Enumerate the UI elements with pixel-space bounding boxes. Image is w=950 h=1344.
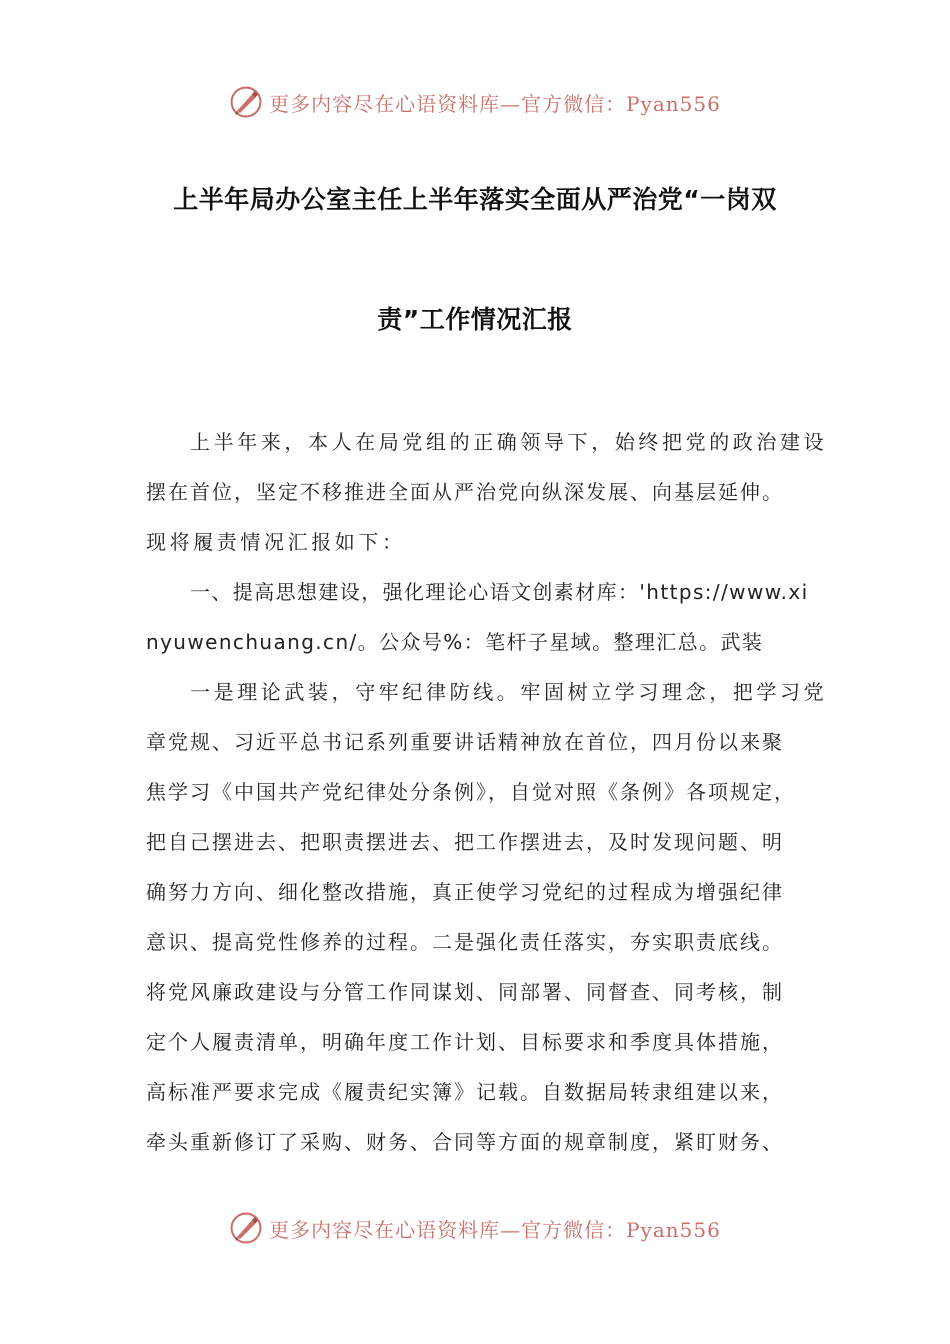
pen-logo-icon bbox=[229, 85, 263, 119]
footer-watermark bbox=[0, 1206, 950, 1250]
body-line: 确努力方向、细化整改措施，真正使学习党纪的过程成为增强纪律 bbox=[146, 880, 784, 904]
header-watermark bbox=[0, 80, 950, 124]
body-line: 焦学习《中国共产党纪律处分条例》，自觉对照《条例》各项规定， bbox=[146, 780, 796, 804]
body-line: 摆在首位，坚定不移推进全面从严治党向纵深发展、向基层延伸。 bbox=[146, 480, 784, 504]
body-line: 上半年来，本人在局党组的正确领导下，始终把党的政治建设 bbox=[190, 430, 828, 454]
watermark-text: 更多内容尽在心语资料库—官方微信：Pyan556 bbox=[269, 91, 721, 116]
pen-logo-icon bbox=[229, 1211, 263, 1245]
body-line: 把自己摆进去、把职责摆进去、把工作摆进去，及时发现问题、明 bbox=[146, 830, 784, 854]
body-line: 定个人履责清单，明确年度工作计划、目标要求和季度具体措施， bbox=[146, 1030, 784, 1054]
body-line: 意识、提高党性修养的过程。二是强化责任落实，夯实职责底线。 bbox=[146, 930, 784, 954]
body-line: 一、提高思想建设，强化理论心语文创素材库：'https://www.xi bbox=[190, 580, 809, 604]
document-title-line-1: 上半年局办公室主任上半年落实全面从严治党“一岗双 bbox=[173, 185, 777, 214]
body-line: 一是理论武装，守牢纪律防线。牢固树立学习理念，把学习党 bbox=[190, 680, 828, 704]
body-line: 现将履责情况汇报如下： bbox=[146, 530, 406, 554]
document-title-line-2: 责”工作情况汇报 bbox=[377, 305, 573, 334]
body-line: 牵头重新修订了采购、财务、合同等方面的规章制度，紧盯财务、 bbox=[146, 1130, 784, 1154]
body-line: 高标准严要求完成《履责纪实簿》记载。自数据局转隶组建以来， bbox=[146, 1080, 784, 1104]
watermark-text: 更多内容尽在心语资料库—官方微信：Pyan556 bbox=[269, 1217, 721, 1242]
body-line: 将党风廉政建设与分管工作同谋划、同部署、同督查、同考核，制 bbox=[146, 980, 784, 1004]
body-line: 章党规、习近平总书记系列重要讲话精神放在首位，四月份以来聚 bbox=[146, 730, 784, 754]
body-line: nyuwenchuang.cn/。公众号%：笔杆子星域。整理汇总。武装 bbox=[146, 630, 764, 654]
document-body bbox=[146, 417, 826, 1167]
